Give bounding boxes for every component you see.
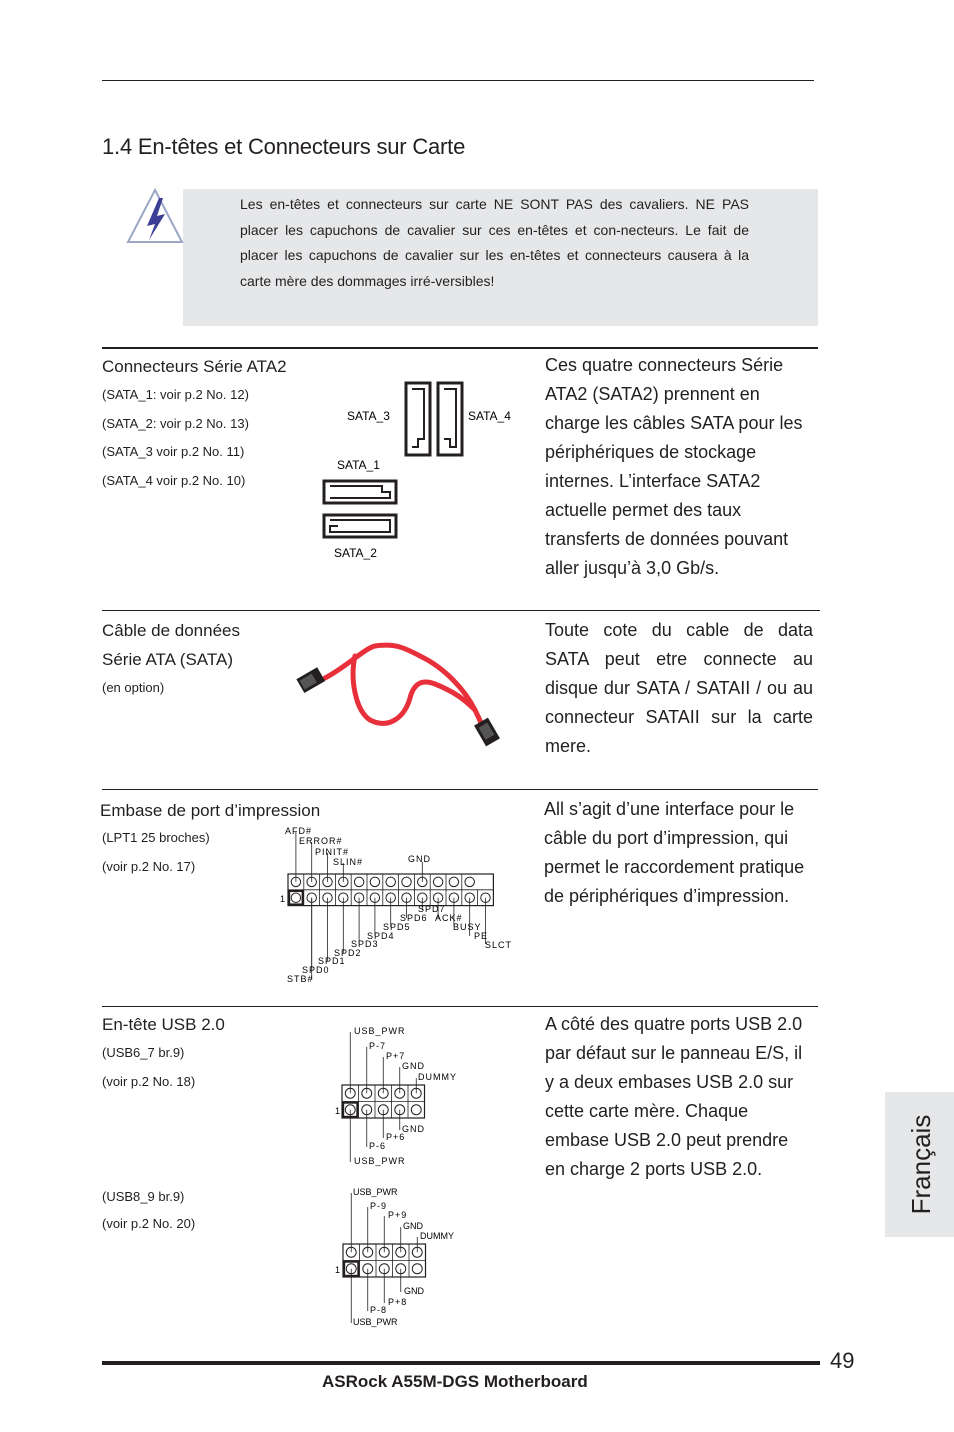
pin-label-spd4: SPD4 (367, 931, 395, 941)
cable-note: (en option) (102, 680, 165, 695)
cable-heading-line1: Câble de données (102, 621, 241, 640)
pin-label-spd1: SPD1 (318, 956, 346, 966)
cable-description: Toute cote du cable de data SATA peut etre connecte au disque dur SATA / SATAII / ou au connecteur SATAII sur la carte mere. (545, 620, 813, 756)
pin-label-gnd: GND (408, 854, 431, 864)
usb1-pin-one: 1 (335, 1106, 341, 1116)
usb1-label-usbpwr-bottom: USB_PWR (354, 1156, 406, 1166)
sata-ref-2: (SATA_2: voir p.2 No. 13) (102, 416, 249, 431)
usb1-label-p-7: P-7 (369, 1041, 387, 1051)
usb-header-2-diagram (330, 1184, 470, 1329)
sata-cable-image (295, 638, 500, 748)
pin-one-marker: 1 (280, 894, 286, 904)
usb1-label-usbpwr-top: USB_PWR (354, 1026, 406, 1036)
usb2-label-p-9: P-9 (370, 1201, 388, 1211)
pin-label-slin: SLIN# (333, 857, 364, 867)
pin-label-spd6: SPD6 (400, 913, 428, 923)
section-divider-printer (102, 789, 818, 790)
footer-product: ASRock A55M-DGS Motherboard (322, 1372, 588, 1391)
page-number: 49 (830, 1348, 855, 1373)
usb2-label-dummy: DUMMY (420, 1231, 454, 1241)
sata3-label: SATA_3 (347, 409, 390, 423)
pin-label-slct: SLCT (485, 940, 513, 950)
usb-heading: En-tête USB 2.0 (102, 1015, 225, 1034)
header-pin (411, 1105, 421, 1115)
usb1-label-p+7: P+7 (386, 1051, 406, 1061)
section-divider-usb (102, 1006, 818, 1007)
top-rule (102, 80, 814, 81)
usb2-label-usbpwr-top: USB_PWR (353, 1187, 398, 1197)
footer-rule (102, 1361, 820, 1365)
printer-heading: Embase de port d’impression (100, 801, 321, 820)
header-pin (465, 877, 474, 886)
sata-description: Ces quatre connecteurs Série ATA2 (SATA2) prennent en charge les câbles SATA pour les périphériques de stockage internes. L’interface SATA2 actuelle permet des taux transferts de données pouvant aller jusqu’à 3,0 Gb/s. (545, 355, 803, 578)
usb1-label-p-6: P-6 (369, 1141, 387, 1151)
pin-label-pe: PE (474, 931, 489, 941)
cable-heading-line2: Série ATA (SATA) (102, 650, 233, 669)
usb2-ref-1: (USB8_9 br.9) (102, 1189, 185, 1204)
usb1-label-gnd-bottom: GND (402, 1124, 425, 1134)
sata-ref-1: (SATA_1: voir p.2 No. 12) (102, 387, 249, 402)
usb1-ref-1: (USB6_7 br.9) (102, 1045, 185, 1060)
usb2-label-usbpwr-bottom: USB_PWR (353, 1317, 398, 1327)
header-pin (433, 877, 442, 886)
usb1-label-dummy: DUMMY (418, 1072, 457, 1082)
pin-label-spd2: SPD2 (334, 948, 362, 958)
sata2-label: SATA_2 (334, 546, 377, 560)
header-pin (370, 877, 379, 886)
header-pin (449, 877, 458, 886)
usb2-label-gnd-bottom: GND (404, 1286, 424, 1296)
sata-ref-4: (SATA_4 voir p.2 No. 10) (102, 473, 246, 488)
printer-description: All s’agit d’une interface pour le câble du port d’impression, qui permet le raccordement pratique de périphériques d’impression. (544, 799, 805, 906)
pin-label-spd0: SPD0 (302, 965, 330, 975)
usb2-label-gnd-top: GND (403, 1221, 423, 1231)
warning-icon (125, 186, 185, 246)
header-pin (402, 877, 411, 886)
page-title: 1.4 En-têtes et Connecteurs sur Carte (102, 134, 466, 159)
printer-header-diagram (278, 822, 518, 987)
sata4-label: SATA_4 (468, 409, 511, 423)
usb2-pin-one: 1 (335, 1265, 341, 1275)
usb1-label-gnd-top: GND (402, 1061, 425, 1071)
section-divider-sata (102, 347, 818, 349)
sata1-label: SATA_1 (337, 458, 380, 472)
pin-label-spd7: SPD7 (418, 904, 446, 914)
pin-label-stb: STB# (287, 974, 314, 984)
usb2-label-p+8: P+8 (388, 1297, 408, 1307)
pin-label-error: ERROR# (299, 836, 343, 846)
header-pin (412, 1264, 422, 1274)
header-pin (386, 877, 395, 886)
usb-description: A côté des quatre ports USB 2.0 par défaut sur le panneau E/S, il y a deux embases USB 2.0 sur cette carte mère. Chaque embase USB 2.0 peut prendre en charge 2 ports USB 2.0. (545, 1014, 803, 1179)
pin-label-afd: AFD# (285, 826, 313, 836)
usb-header-1-diagram (330, 1022, 470, 1170)
usb2-label-p+9: P+9 (388, 1210, 408, 1220)
header-pin (291, 893, 300, 902)
header-pin (354, 877, 363, 886)
usb2-label-p-8: P-8 (370, 1305, 388, 1315)
usb2-ref-2: (voir p.2 No. 20) (102, 1216, 196, 1231)
pin-label-pinit: PINIT# (315, 847, 350, 857)
usb1-ref-2: (voir p.2 No. 18) (102, 1074, 196, 1089)
printer-ref-1: (LPT1 25 broches) (102, 830, 210, 845)
section-divider-cable (102, 610, 820, 611)
pin-label-spd3: SPD3 (351, 939, 379, 949)
language-side-tab (885, 1092, 954, 1237)
warning-text: Les en-têtes et connecteurs sur carte NE SONT PAS des cavaliers. NE PAS placer les capuchons de cavalier sur ces en-têtes et con-necteurs. Le fait de placer les capuchons de cavalier sur les en-têtes et connecteurs causera à la carte mère des dommages irré-versibles! (240, 196, 749, 289)
sata-connectors-diagram (320, 375, 530, 570)
sata-heading: Connecteurs Série ATA2 (102, 357, 287, 376)
printer-ref-2: (voir p.2 No. 17) (102, 859, 196, 874)
pin-label-ack: ACK# (435, 913, 463, 923)
pin-label-busy: BUSY (453, 922, 482, 932)
language-label: Français (906, 1114, 936, 1215)
pin-label-spd5: SPD5 (383, 922, 411, 932)
sata-ref-3: (SATA_3 voir p.2 No. 11) (102, 444, 245, 459)
usb1-label-p+6: P+6 (386, 1132, 406, 1142)
